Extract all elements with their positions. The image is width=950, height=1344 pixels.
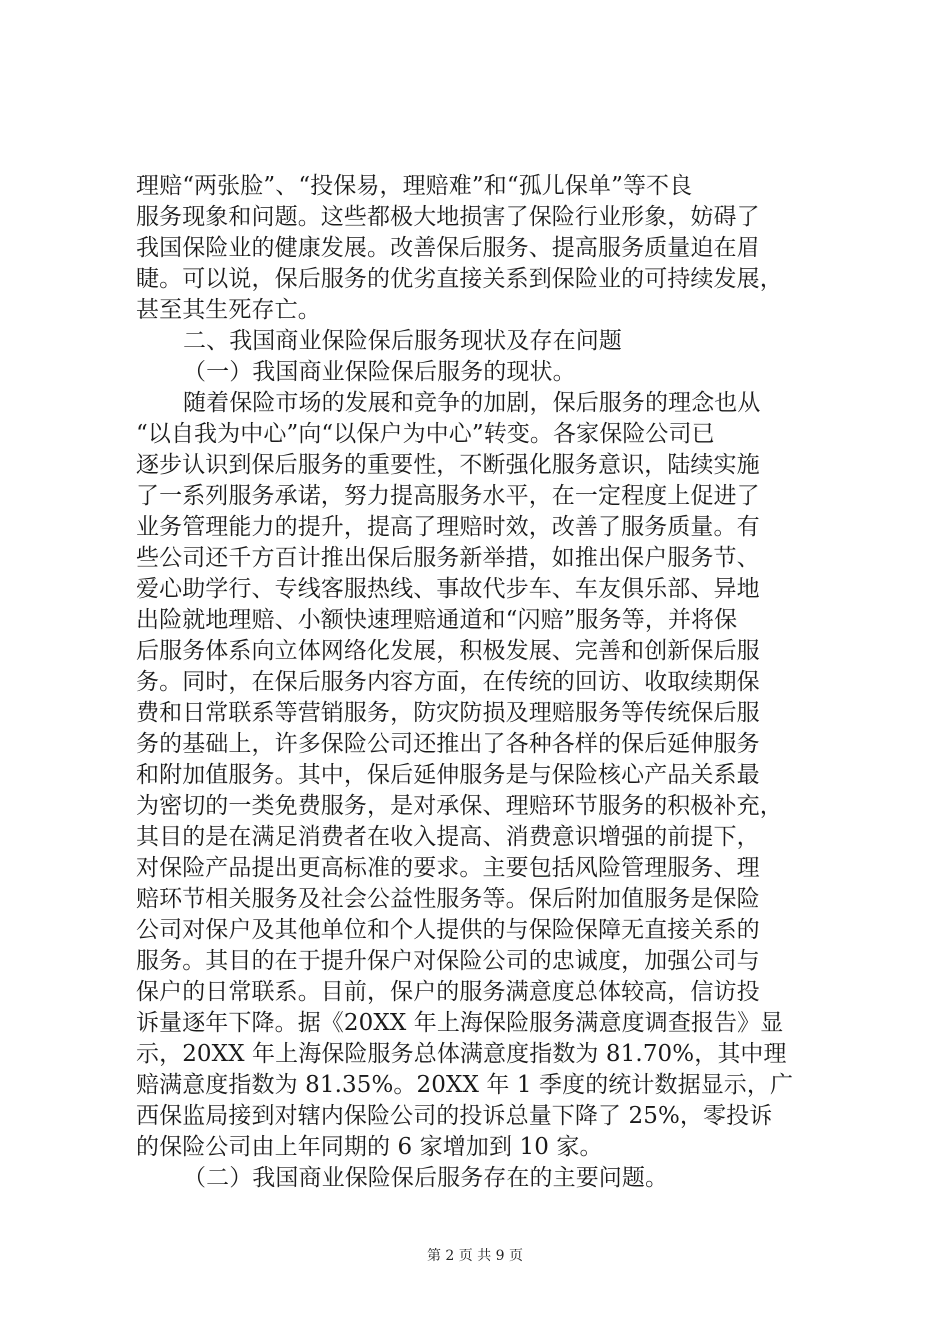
- text-line: 保户的日常联系。目前，保户的服务满意度总体较高，信访投: [136, 979, 760, 1005]
- text-line: 为密切的一类免费服务，是对承保、理赔环节服务的积极补充，: [136, 793, 783, 819]
- page-footer: [0, 1245, 950, 1265]
- text-line: 和附加值服务。其中，保后延伸服务是与保险核心产品关系最: [136, 762, 760, 788]
- text-line: 其目的是在满足消费者在收入提高、消费意识增强的前提下，: [136, 824, 760, 850]
- subsection-heading: （一）我国商业保险保后服务的现状。: [183, 359, 576, 385]
- text-line: 甚至其生死存亡。: [136, 297, 321, 323]
- subsection-heading: （二）我国商业保险保后服务存在的主要问题。: [183, 1165, 669, 1191]
- text-line: 出险就地理赔、小额快速理赔通道和“闪赔”服务等，并将保: [136, 607, 738, 633]
- text-line: 了一系列服务承诺，努力提高服务水平，在一定程度上促进了: [136, 483, 760, 509]
- text-line: 赔满意度指数为 81.35%。20XX 年 1 季度的统计数据显示，广: [136, 1072, 794, 1098]
- text-line: 后服务体系向立体网络化发展，积极发展、完善和创新保后服: [136, 638, 760, 664]
- text-line: 睫。可以说，保后服务的优劣直接关系到保险业的可持续发展，: [136, 266, 783, 292]
- text-line: 业务管理能力的提升，提高了理赔时效，改善了服务质量。有: [136, 514, 760, 540]
- text-line: 务。同时，在保后服务内容方面，在传统的回访、收取续期保: [136, 669, 760, 695]
- text-line: 公司对保户及其他单位和个人提供的与保险保障无直接关系的: [136, 917, 760, 943]
- text-line: 服务。其目的在于提升保户对保险公司的忠诚度，加强公司与: [136, 948, 760, 974]
- text-line: 我国保险业的健康发展。改善保后服务、提高服务质量迫在眉: [136, 235, 760, 261]
- text-line: 对保险产品提出更高标准的要求。主要包括风险管理服务、理: [136, 855, 760, 881]
- text-line: “以自我为中心”向“以保户为中心”转变。各家保险公司已: [136, 421, 715, 447]
- text-line: 务的基础上，许多保险公司还推出了各种各样的保后延伸服务: [136, 731, 760, 757]
- text-line: 赔环节相关服务及社会公益性服务等。保后附加值服务是保险: [136, 886, 760, 912]
- text-line: 爱心助学行、专线客服热线、事故代步车、车友俱乐部、异地: [136, 576, 760, 602]
- text-line: 的保险公司由上年同期的 6 家增加到 10 家。: [136, 1134, 603, 1160]
- page-number: 第 2 页 共 9 页: [426, 1248, 524, 1264]
- text-line: 西保监局接到对辖内保险公司的投诉总量下降了 25%，零投诉: [136, 1103, 773, 1129]
- text-line: 理赔“两张脸”、“投保易，理赔难”和“孤儿保单”等不良: [136, 173, 693, 199]
- text-line: 服务现象和问题。这些都极大地损害了保险行业形象，妨碍了: [136, 204, 760, 230]
- text-line: 诉量逐年下降。据《20XX 年上海保险服务满意度调查报告》显: [136, 1010, 784, 1036]
- text-line: 随着保险市场的发展和竞争的加剧，保后服务的理念也从: [183, 390, 761, 416]
- text-line: 示，20XX 年上海保险服务总体满意度指数为 81.70%，其中理: [136, 1041, 787, 1067]
- text-line: 费和日常联系等营销服务，防灾防损及理赔服务等传统保后服: [136, 700, 760, 726]
- text-line: 逐步认识到保后服务的重要性，不断强化服务意识，陆续实施: [136, 452, 760, 478]
- document-body: [136, 171, 848, 1194]
- section-heading: 二、我国商业保险保后服务现状及存在问题: [183, 328, 622, 354]
- text-line: 些公司还千方百计推出保后服务新举措，如推出保户服务节、: [136, 545, 760, 571]
